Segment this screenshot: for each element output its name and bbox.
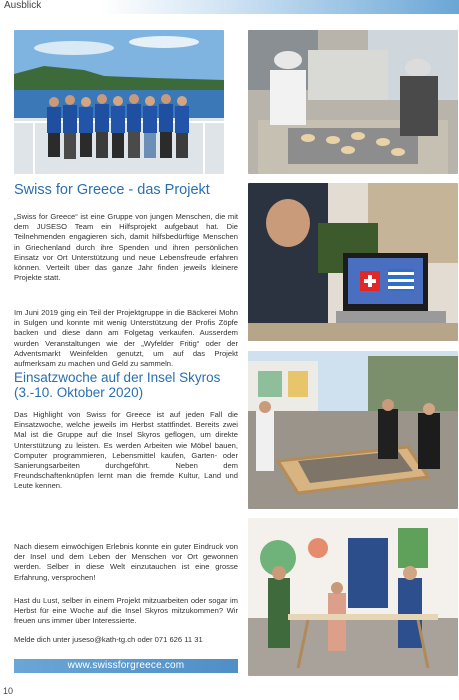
group-photo — [14, 30, 224, 174]
header-bar — [0, 0, 459, 14]
computer-photo — [248, 183, 458, 341]
june-paragraph: Im Juni 2019 ging ein Teil der Projektgruppe in die Bäckerei Mohn in Sulgen und konnte mit wenig Unterstützung der Profis Zöpfe backen und diese dann am Folgetag verkaufen. Ausserdem wurden Veranstaltungen wie der „Wyfelder Fritig“ oder der Adventsmarkt Weinfelden genutzt, um auf das Projekt aufmerksam zu machen und Geld zu sammeln. — [14, 308, 238, 369]
invite-paragraph: Hast du Lust, selber in einem Projekt mitzuarbeiten oder sogar im Herbst für eine Woche auf die Insel Skyros mitzukommen? Wir freuen uns immer über Interessierte. — [14, 596, 238, 626]
section-title: Ausblick — [4, 0, 42, 11]
website-link[interactable]: www.swissforgreece.com — [14, 659, 238, 673]
woodwork-photo — [248, 518, 458, 676]
intro-paragraph: „Swiss for Greece“ ist eine Gruppe von jungen Menschen, die mit dem JUSESO Team ein Hilfsprojekt aufgebaut hat. Die Teilnehmenden engagieren sich, damit hilfsbedürftige Menschen in Griechenland durch ihre Spenden und ihren persönlichen Einsatz vor Ort Unterstützung und neue Lebensfreude erfahren können. Verteilt über das ganze Jahr finden jeweils kleinere Projekte statt. — [14, 212, 238, 283]
construction-photo — [248, 351, 458, 509]
article-title: Swiss for Greece - das Projekt — [14, 182, 210, 198]
contact-paragraph: Melde dich unter juseso@kath-tg.ch oder 071 626 11 31 — [14, 635, 203, 644]
page-number: 10 — [3, 686, 14, 696]
bakery-photo — [248, 30, 458, 174]
highlight-paragraph: Das Highlight von Swiss for Greece ist auf jeden Fall die Einsatzwoche, welche jeweils im Herbst stattfindet. Bereits zwei Mal ist die Gruppe auf die Insel Skyros geflogen, um direkte Unterstützung zu leisten. Es werden Arbeiten wie Möbel bauen, Computer programmieren, Lebensmittel kaufen, Garten- oder Sanierungsarbeiten durchgeführt. Neben dem Freundschaftenknüpfen lernt man die fremde Kultur, Land und Leute kennen. — [14, 410, 238, 491]
section-heading: Einsatzwoche auf der Insel Skyros (3.-10. Oktober 2020) — [14, 370, 221, 400]
after-paragraph: Nach diesem einwöchigen Erlebnis konnte ein guter Eindruck von der Insel und dem Leben der Menschen vor Ort gewonnen werden. Selber in diese Welt einzutauchen ist eine grosse Erfahrung, versprochen! — [14, 542, 238, 582]
